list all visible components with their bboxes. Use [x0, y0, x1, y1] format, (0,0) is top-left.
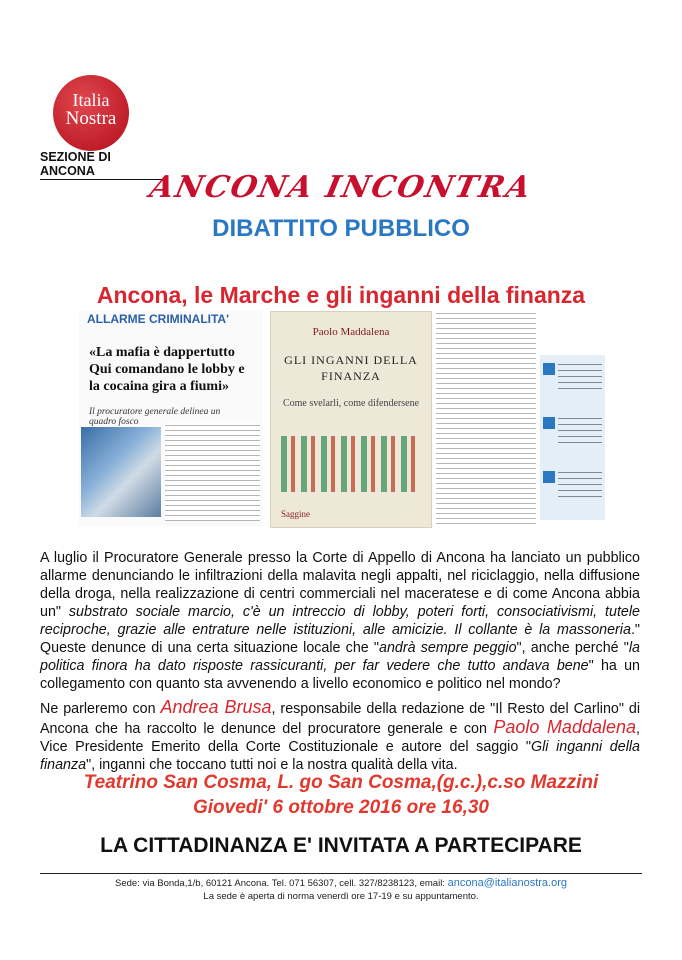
quote-icon: [543, 471, 555, 483]
footer-address: [0, 877, 682, 889]
text-span: " ha un collegamento con quanto sta avvenendo a livello economico e politico nel mondo?: [40, 658, 640, 692]
event-type: DIBATTITO PUBBLICO: [212, 215, 470, 242]
venue-info: [0, 770, 682, 820]
section-label: SEZIONE DI ANCONA: [40, 150, 168, 180]
venue-date: Giovedi' 6 ottobre 2016 ore 16,30: [193, 797, 489, 818]
quote-span: substrato sociale marcio, c'è un intreccio di lobby, poteri forti, consociativismi, tutele reciproche, grazie alle entrature nelle istituzioni, alle amicizie. Il collante è la massoneria: [40, 604, 640, 638]
text-span: ", anche perché ": [516, 640, 629, 656]
quote-span: la politica finora ha dato risposte rassicuranti, per far vedere che tutto andava bene: [40, 640, 640, 674]
invitation: LA CITTADINANZA E' INVITATA A PARTECIPARE: [100, 834, 582, 857]
series-title: ANCONA INCONTRA: [146, 170, 536, 205]
text-span: , Vice Presidente Emerito della Corte Costituzionale e autore del saggio ": [40, 721, 640, 755]
article-columns: [436, 311, 536, 526]
logo-line-2: Nostra: [65, 108, 117, 129]
speaker-name: Andrea Brusa: [160, 697, 272, 717]
text-span: A luglio il Procuratore Generale presso la Corte di Appello di Ancona ha lanciato un pubblico allarme denunciando le infiltrazioni della malavita negli appalti, nel riciclaggio, nella diffusione della droga, nella realizzazione di centri commerciali nel maceratese e di come Ancona abbia un": [40, 550, 640, 620]
text-span: Ne parleremo con: [40, 701, 161, 717]
newspaper-clipping: [79, 311, 263, 526]
sidebar-text: [558, 469, 602, 499]
newspaper-deck: Il procuratore generale delinea un quadro fosco: [89, 407, 221, 427]
paragraph-1: [40, 549, 640, 693]
footer-divider: [40, 873, 642, 874]
speaker-name: Paolo Maddalena: [493, 717, 637, 737]
article-sidebar: [540, 355, 605, 520]
newspaper-photo: [81, 427, 161, 517]
book-title-inline: Gli inganni della finanza: [40, 739, 641, 773]
body-text: [40, 549, 640, 779]
quote-span: andrà sempre peggio: [379, 640, 517, 656]
book-subtitle: Come svelarli, come difendersene: [282, 398, 420, 409]
book-publisher: Saggine: [281, 509, 310, 519]
newspaper-headline: «La mafia è dappertutto Qui comandano le lobby e la cocaina gira a fiumi»: [89, 345, 245, 394]
logo-line-1: Italia: [72, 90, 110, 110]
paragraph-2: [40, 698, 640, 774]
text-span: , responsabile della redazione de "Il Resto del Carlino" di Ancona che ha raccolto le denunce del procuratore generale e con: [40, 701, 641, 737]
footer-hours: La sede è aperta di norma venerdì ore 17-19 e su appuntamento.: [203, 891, 479, 902]
text-span: ", inganni che toccano tutti noi e la nostra qualità della vita.: [86, 757, 458, 773]
sidebar-text: [558, 415, 602, 445]
email-link[interactable]: ancona@italianostra.org: [447, 877, 567, 889]
sidebar-text: [558, 361, 602, 391]
venue-place: Teatrino San Cosma, L. go San Cosma,(g.c.),c.so Mazzini: [83, 772, 599, 793]
newspaper-kicker: ALLARME CRIMINALITA': [87, 312, 229, 326]
quote-icon: [543, 417, 555, 429]
quote-icon: [543, 363, 555, 375]
newspaper-columns: [165, 423, 260, 521]
book-author: Paolo Maddalena: [312, 326, 390, 338]
book-artwork: [281, 436, 421, 492]
italia-nostra-logo: [53, 75, 129, 151]
text-span: ." Queste denunce di una certa situazione locale che ": [40, 622, 640, 656]
book-title: GLI INGANNI DELLA FINANZA: [284, 353, 418, 383]
book-cover: [270, 311, 432, 528]
address-text: Sede: via Bonda,1/b, 60121 Ancona. Tel. 071 56307, cell. 327/8238123, email:: [115, 878, 448, 889]
headline: Ancona, le Marche e gli inganni della finanza: [96, 282, 586, 308]
